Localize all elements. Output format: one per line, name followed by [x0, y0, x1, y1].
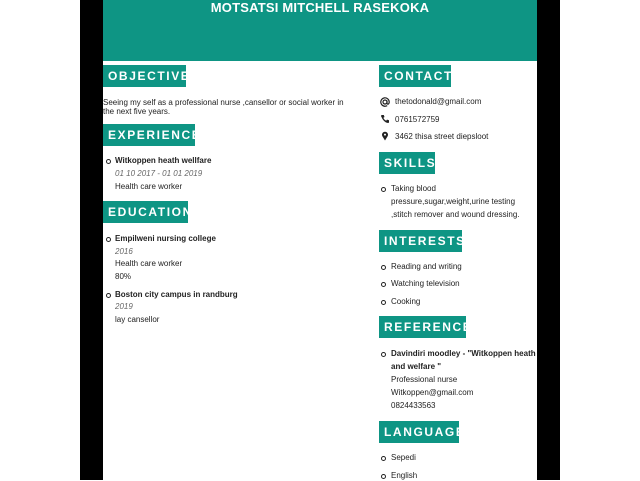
education-course: Health care worker — [115, 259, 183, 268]
skills-text-line2: pressure,sugar,weight,urine testing — [391, 197, 516, 206]
contact-heading: CONTACT — [379, 65, 451, 87]
list-bullet — [381, 265, 386, 270]
contact-address: 3462 thisa street diepsloot — [395, 132, 489, 141]
language-item: English — [391, 471, 418, 480]
list-bullet — [106, 237, 111, 242]
reference-name-line2: and welfare " — [391, 362, 442, 371]
objective-text-line1: Seeing my self as a professional nurse ,cansellor or social worker in — [103, 98, 344, 107]
education-date: 2016 — [115, 247, 133, 256]
right-frame-bar — [537, 0, 560, 480]
education-school: Boston city campus in randburg — [115, 290, 238, 299]
at-icon — [380, 97, 390, 107]
reference-phone: 0824433563 — [391, 401, 436, 410]
resume-header — [103, 0, 537, 61]
objective-text-line2: the next five years. — [103, 107, 171, 116]
interest-item: Reading and writing — [391, 262, 462, 271]
interest-item: Cooking — [391, 297, 421, 306]
education-school: Empilweni nursing college — [115, 234, 216, 243]
list-bullet — [381, 282, 386, 287]
education-date: 2019 — [115, 302, 133, 311]
skills-text-line3: ,stitch remover and wound dressing. — [391, 210, 520, 219]
interests-heading: INTERESTS — [379, 230, 462, 252]
left-frame-bar — [80, 0, 103, 480]
experience-employer: Witkoppen heath wellfare — [115, 156, 212, 165]
list-bullet — [381, 300, 386, 305]
resume-name: MOTSATSI MITCHELL RASEKOKA — [210, 0, 430, 15]
phone-icon — [380, 114, 390, 124]
education-grade: 80% — [115, 272, 132, 281]
contact-email: thetodonald@gmail.com — [395, 97, 482, 106]
list-bullet — [381, 187, 386, 192]
experience-date: 01 10 2017 - 01 01 2019 — [115, 169, 203, 178]
list-bullet — [381, 352, 386, 357]
reference-email: Witkoppen@gmail.com — [391, 388, 474, 397]
skills-heading: SKILLS — [379, 152, 435, 174]
location-pin-icon — [380, 131, 390, 141]
language-heading: LANGUAGE — [379, 421, 459, 443]
objective-heading: OBJECTIVE — [103, 65, 186, 87]
reference-heading: REFERENCE — [379, 316, 466, 338]
contact-phone: 0761572759 — [395, 115, 440, 124]
list-bullet — [106, 159, 111, 164]
language-item: Sepedi — [391, 453, 416, 462]
interest-item: Watching television — [391, 279, 460, 288]
education-course: lay cansellor — [115, 315, 160, 324]
experience-heading: EXPERIENCE — [103, 124, 195, 146]
list-bullet — [106, 293, 111, 298]
education-heading: EDUCATION — [103, 201, 188, 223]
skills-text-line1: Taking blood — [391, 184, 436, 193]
reference-role: Professional nurse — [391, 375, 458, 384]
experience-role: Health care worker — [115, 182, 183, 191]
reference-name-line1: Davindiri moodley - "Witkoppen heath — [391, 349, 536, 358]
list-bullet — [381, 456, 386, 461]
list-bullet — [381, 474, 386, 479]
